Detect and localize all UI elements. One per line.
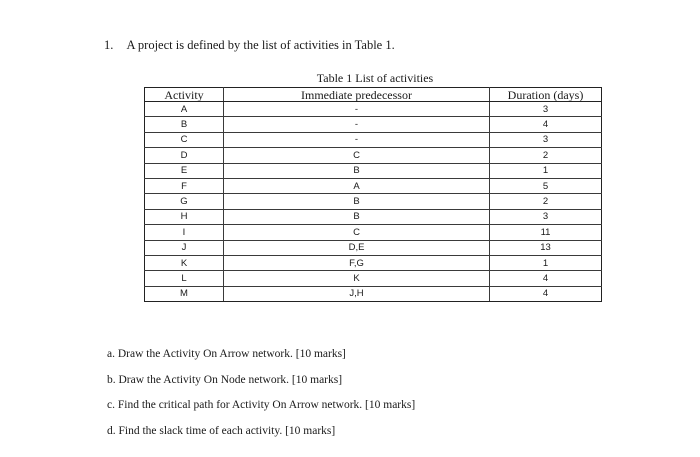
cell-duration: 4 [490,117,602,132]
table-row [145,255,602,270]
header-duration: Duration (days) [490,88,602,102]
cell-activity: C [145,132,224,147]
cell-predecessor: - [224,102,490,117]
cell-predecessor: D,E [224,240,490,255]
activities-table [144,87,602,302]
cell-activity: F [145,178,224,193]
cell-predecessor: A [224,178,490,193]
table-row [145,209,602,224]
cell-predecessor: - [224,117,490,132]
table-row [145,132,602,147]
cell-duration: 13 [490,240,602,255]
cell-predecessor: F,G [224,255,490,270]
question-part: b. Draw the Activity On Node network. [10 marks] [107,373,343,386]
question-part: d. Find the slack time of each activity. [10 marks] [107,424,336,437]
cell-predecessor: B [224,209,490,224]
cell-predecessor: C [224,225,490,240]
table-row [145,163,602,178]
table-body [145,102,602,302]
table-row [145,286,602,301]
cell-duration: 4 [490,271,602,286]
cell-activity: E [145,163,224,178]
table-row [145,148,602,163]
header-activity: Activity [145,88,224,102]
header-predecessor: Immediate predecessor [224,88,490,102]
cell-activity: M [145,286,224,301]
question-part: a. Draw the Activity On Arrow network. [10 marks] [107,348,346,360]
cell-predecessor: C [224,148,490,163]
cell-duration: 3 [490,102,602,117]
table-row [145,102,602,117]
table-row [145,240,602,255]
cell-activity: L [145,271,224,286]
table-row [145,271,602,286]
cell-activity: I [145,225,224,240]
cell-duration: 1 [490,255,602,270]
cell-activity: J [145,240,224,255]
cell-activity: A [145,102,224,117]
cell-duration: 5 [490,178,602,193]
cell-duration: 3 [490,132,602,147]
cell-duration: 4 [490,286,602,301]
table-row [145,117,602,132]
question-statement [104,38,395,53]
cell-predecessor: K [224,271,490,286]
table-row [145,225,602,240]
table-header-row [145,88,602,102]
cell-duration: 11 [490,225,602,240]
cell-duration: 3 [490,209,602,224]
question-parts [107,347,415,449]
table-row [145,178,602,193]
cell-predecessor: B [224,194,490,209]
question-part: c. Find the critical path for Activity On Arrow network. [10 marks] [107,399,416,411]
cell-duration: 2 [490,194,602,209]
cell-activity: D [145,148,224,163]
table-row [145,194,602,209]
cell-activity: K [145,255,224,270]
cell-duration: 1 [490,163,602,178]
question-text: A project is defined by the list of activities in Table 1. [126,38,395,52]
question-number: 1. [104,38,114,52]
cell-activity: G [145,194,224,209]
cell-activity: H [145,209,224,224]
cell-predecessor: - [224,132,490,147]
cell-predecessor: J,H [224,286,490,301]
table-caption: Table 1 List of activities [316,71,434,85]
cell-predecessor: B [224,163,490,178]
cell-duration: 2 [490,148,602,163]
cell-activity: B [145,117,224,132]
